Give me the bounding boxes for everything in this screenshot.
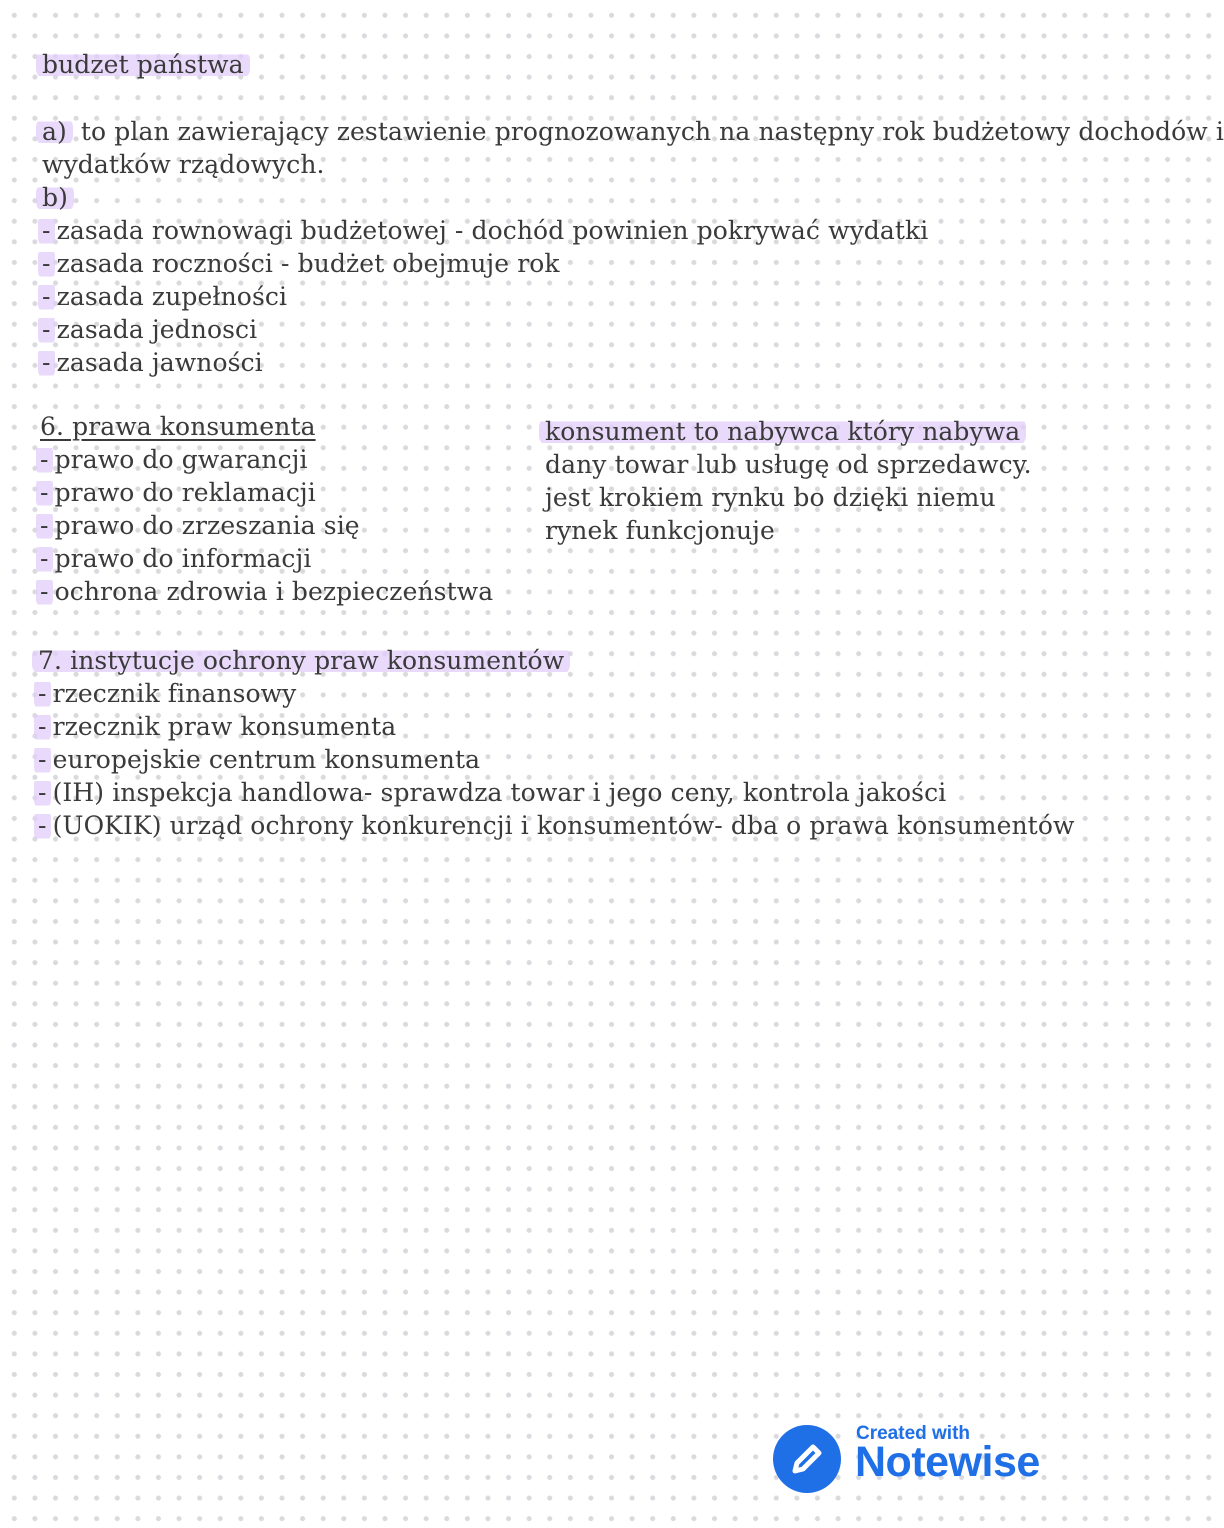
budget-principle-item — [42, 346, 263, 379]
budget-title-text: budzet państwa — [36, 50, 250, 79]
consumer-note-text: rynek funkcjonuje — [545, 516, 775, 545]
consumer-right-item — [40, 575, 493, 608]
notewise-logo — [773, 1425, 841, 1493]
institution-item — [38, 710, 396, 743]
budget-definition-line2 — [42, 148, 325, 181]
bullet-dash: - — [38, 247, 55, 280]
consumer-note-text: dany towar lub usługę od sprzedawcy. — [545, 450, 1032, 479]
bullet-dash: - — [34, 710, 51, 743]
bullet-dash: - — [38, 346, 55, 379]
consumer-right-text: prawo do zrzeszania się — [54, 511, 360, 540]
budget-b-label: b) — [36, 183, 74, 212]
consumer-rights-heading — [40, 410, 316, 443]
principle-text: zasada rownowagi budżetowej - dochód powinien pokrywać wydatki — [56, 216, 929, 245]
consumer-rights-heading-text: 6. prawa konsumenta — [40, 412, 316, 441]
bullet-dash: - — [36, 542, 53, 575]
institution-item — [38, 776, 946, 809]
pencil-icon — [773, 1425, 841, 1493]
budget-principle-item — [42, 280, 287, 313]
bullet-dash: - — [38, 214, 55, 247]
consumer-note-line — [545, 481, 996, 514]
budget-principle-item — [42, 214, 928, 247]
consumer-right-item — [40, 509, 360, 542]
institution-item — [38, 809, 1074, 842]
principle-text: zasada jawności — [56, 348, 263, 377]
budget-b-label-line — [42, 181, 74, 214]
budget-a-label: a) — [36, 117, 73, 146]
consumer-right-text: ochrona zdrowia i bezpieczeństwa — [54, 577, 494, 606]
principle-text: zasada jednosci — [56, 315, 258, 344]
consumer-note-text: konsument to nabywca który nabywa — [539, 417, 1026, 446]
institution-text: rzecznik finansowy — [52, 679, 297, 708]
consumer-note-text: jest krokiem rynku bo dzięki niemu — [545, 483, 996, 512]
institutions-heading — [38, 644, 570, 677]
bullet-dash: - — [38, 313, 55, 346]
budget-principle-item — [42, 313, 257, 346]
institution-item — [38, 677, 296, 710]
institution-item — [38, 743, 480, 776]
budget-definition-line1 — [42, 115, 1224, 148]
bullet-dash: - — [34, 743, 51, 776]
institution-text: europejskie centrum konsumenta — [52, 745, 481, 774]
budget-a-text-cont: wydatków rządowych. — [42, 150, 325, 179]
principle-text: zasada zupełności — [56, 282, 288, 311]
consumer-note-line — [545, 448, 1032, 481]
consumer-right-text: prawo do reklamacji — [54, 478, 316, 507]
budget-title — [42, 48, 250, 81]
bullet-dash: - — [36, 575, 53, 608]
bullet-dash: - — [34, 776, 51, 809]
bullet-dash: - — [34, 809, 51, 842]
bullet-dash: - — [34, 677, 51, 710]
consumer-right-item — [40, 443, 308, 476]
consumer-right-item — [40, 476, 316, 509]
principle-text: zasada roczności - budżet obejmuje rok — [56, 249, 560, 278]
notewise-badge — [773, 1421, 1053, 1501]
institutions-heading-text: 7. instytucje ochrony praw konsumentów — [32, 646, 570, 675]
consumer-right-text: prawo do gwarancji — [54, 445, 308, 474]
bullet-dash: - — [38, 280, 55, 313]
budget-a-text: to plan zawierający zestawienie prognozowanych na następny rok budżetowy dochodów i — [80, 117, 1224, 146]
consumer-note-line — [545, 514, 775, 547]
consumer-note-line — [545, 415, 1026, 448]
consumer-right-text: prawo do informacji — [54, 544, 312, 573]
badge-brand: Notewise — [855, 1438, 1040, 1486]
badge-created-with: Created with — [856, 1423, 971, 1444]
budget-principle-item — [42, 247, 560, 280]
institution-text: (UOKIK) urząd ochrony konkurencji i konsumentów- dba o prawa konsumentów — [52, 811, 1075, 840]
institution-text: rzecznik praw konsumenta — [52, 712, 397, 741]
institution-text: (IH) inspekcja handlowa- sprawdza towar i jego ceny, kontrola jakości — [52, 778, 947, 807]
bullet-dash: - — [36, 509, 53, 542]
consumer-right-item — [40, 542, 311, 575]
bullet-dash: - — [36, 443, 53, 476]
bullet-dash: - — [36, 476, 53, 509]
